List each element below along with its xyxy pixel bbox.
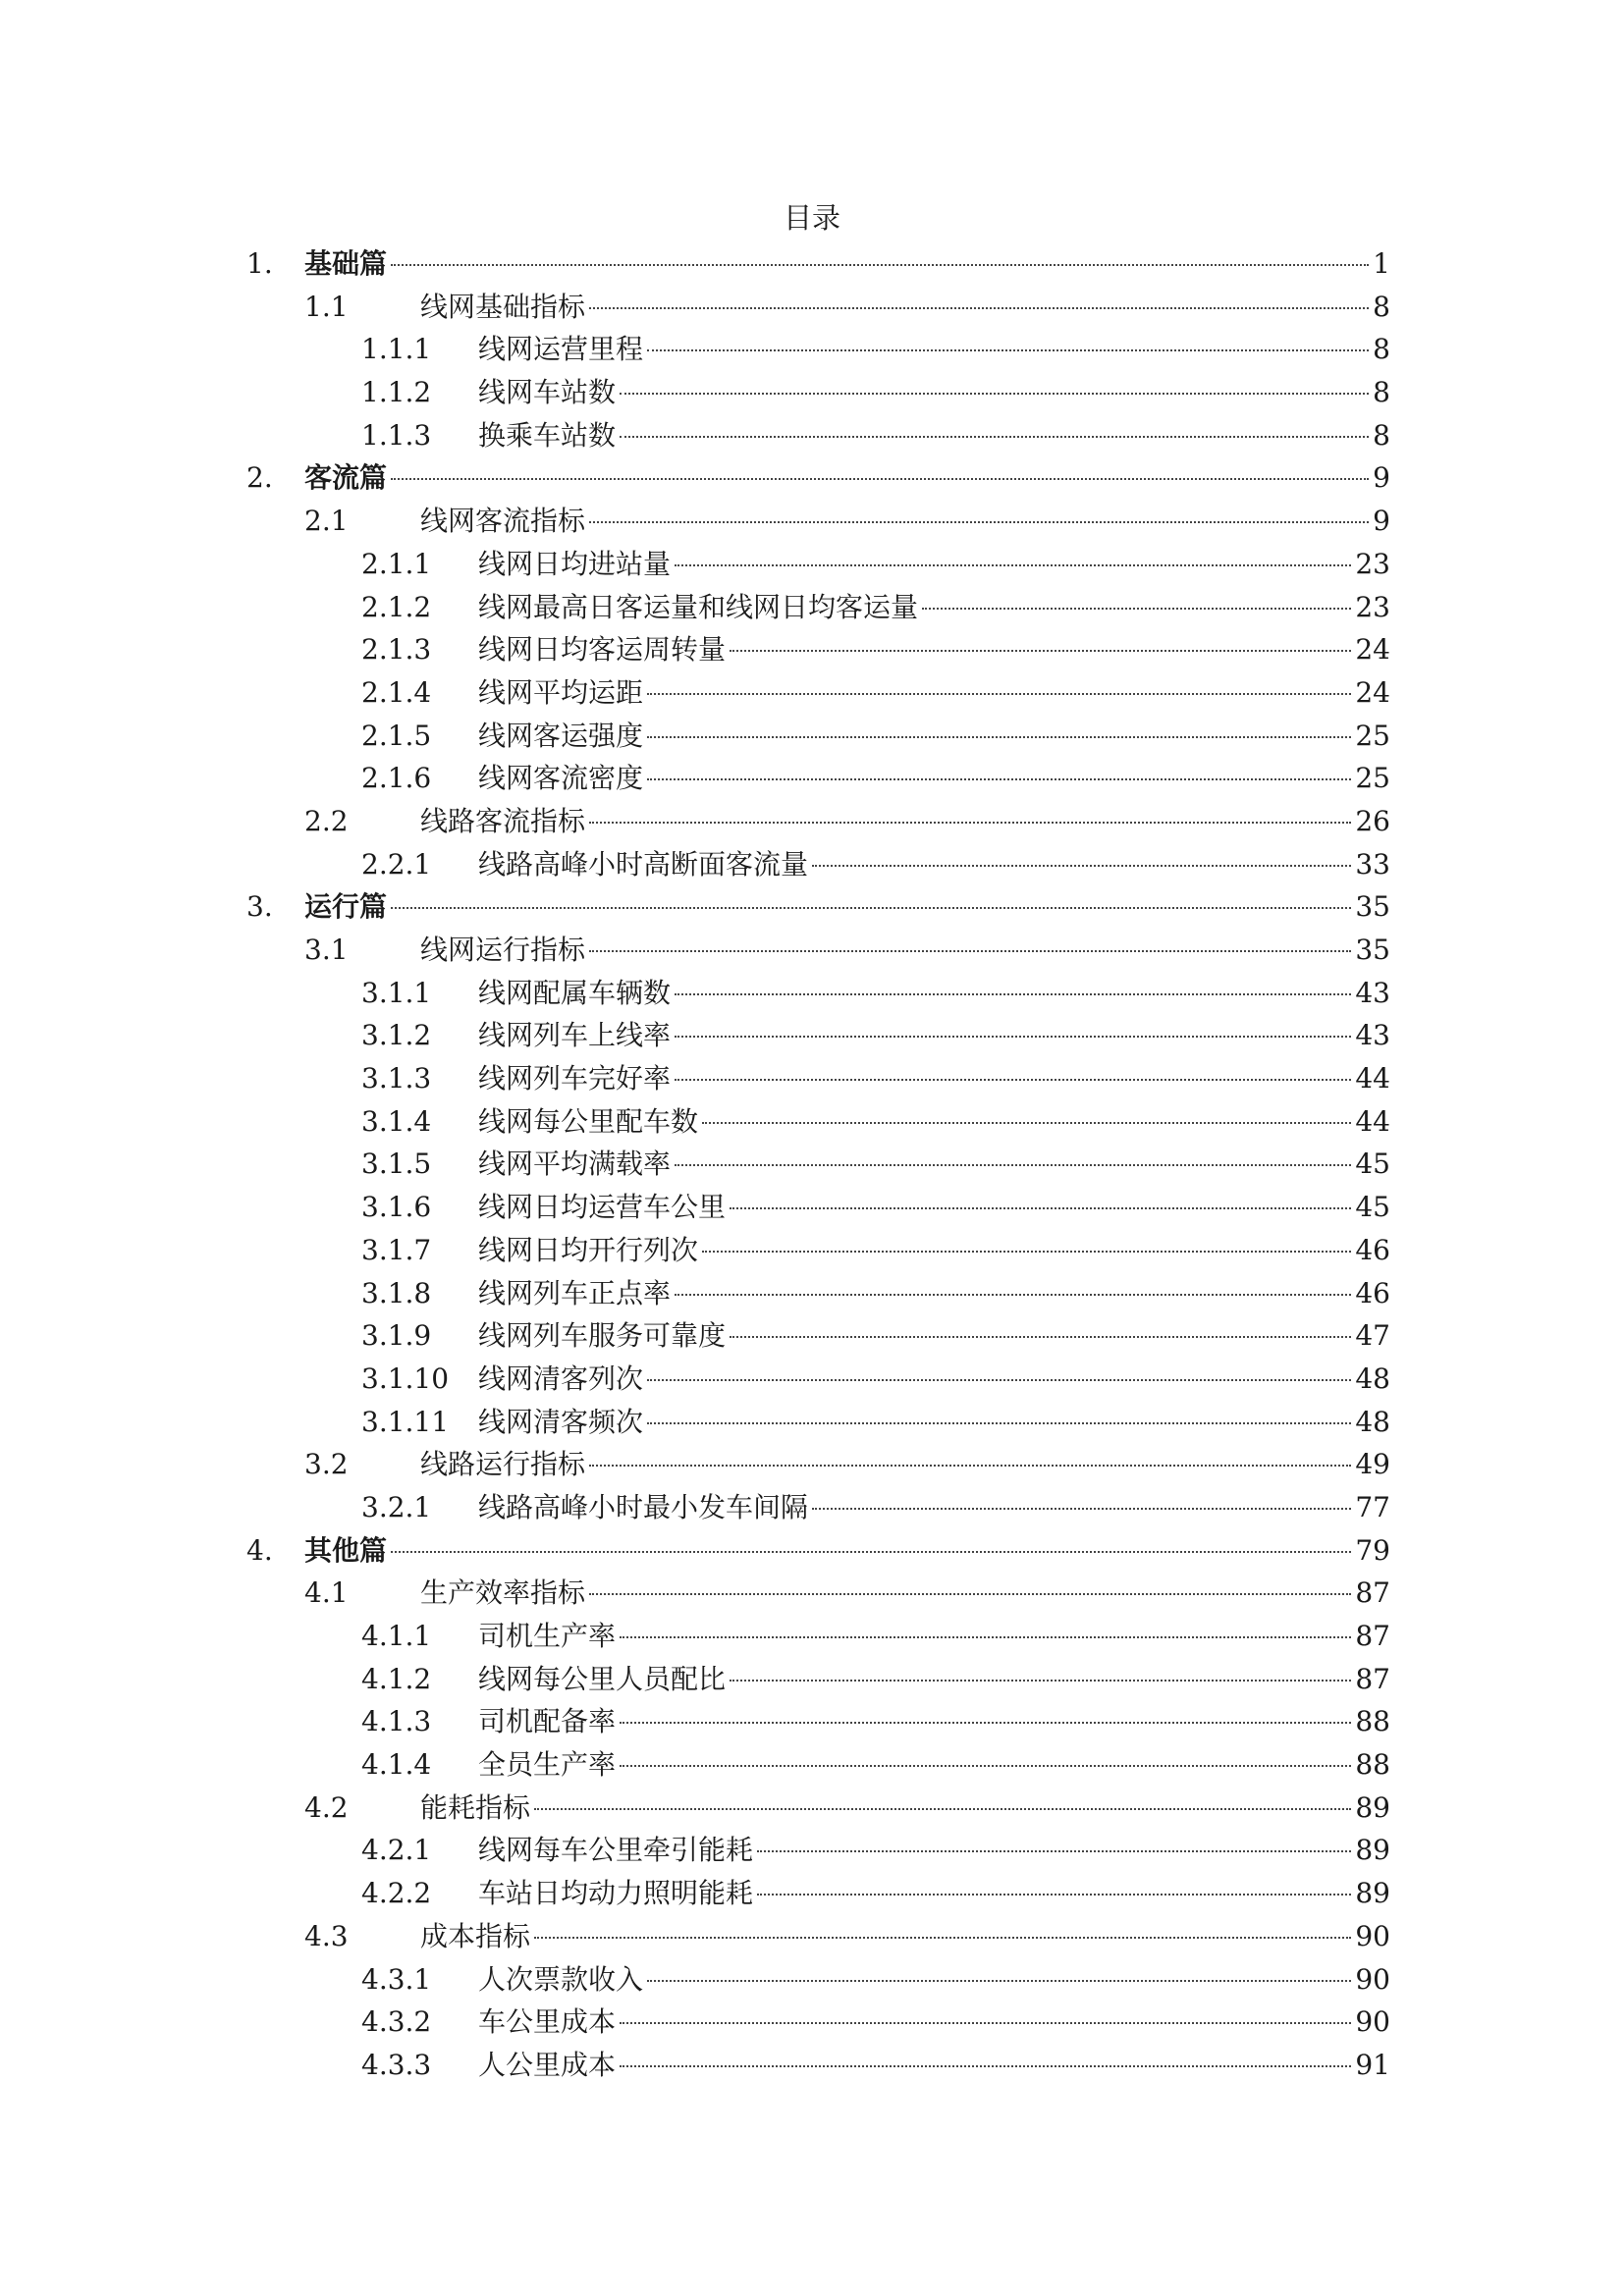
toc-entry-page-number: 47	[1355, 1319, 1390, 1353]
toc-entry-line	[478, 1143, 1390, 1186]
toc-dot-leader	[589, 306, 1369, 309]
toc-entry-number: 3.1.5	[361, 1148, 432, 1181]
toc-entry-label: 线网客流密度	[478, 762, 644, 795]
toc-entry-number: 1.	[246, 247, 273, 280]
toc-entry-page-number: 33	[1355, 847, 1390, 881]
toc-entry[interactable]	[0, 1700, 1624, 1743]
toc-entry-number: 2.1	[304, 505, 349, 538]
toc-entry[interactable]	[0, 1915, 1624, 1958]
toc-entry-label: 线网列车服务可靠度	[478, 1319, 727, 1353]
toc-entry-label: 线路高峰小时最小发车间隔	[478, 1490, 809, 1523]
toc-entry[interactable]	[0, 1787, 1624, 1830]
toc-entry[interactable]	[0, 1100, 1624, 1144]
toc-entry[interactable]	[0, 715, 1624, 758]
toc-entry-line	[478, 2044, 1390, 2087]
toc-entry-line	[478, 1872, 1390, 1915]
toc-entry-line	[478, 1401, 1390, 1444]
toc-dot-leader	[757, 1893, 1351, 1896]
toc-entry-line	[478, 414, 1390, 457]
toc-entry-label: 线网配属车辆数	[478, 976, 672, 1009]
toc-entry-line	[304, 1529, 1390, 1573]
toc-entry-page-number: 24	[1355, 675, 1390, 709]
toc-entry-label: 人公里成本	[478, 2048, 617, 2081]
toc-entry-line	[478, 586, 1390, 629]
toc-entry[interactable]	[0, 1314, 1624, 1358]
toc-entry-page-number: 23	[1355, 547, 1390, 580]
toc-entry[interactable]	[0, 328, 1624, 371]
toc-entry-number: 3.1.2	[361, 1019, 432, 1052]
toc-entry-line	[478, 671, 1390, 715]
toc-dot-leader	[391, 477, 1369, 480]
toc-entry-page-number: 88	[1355, 1705, 1390, 1738]
toc-entry-number: 4.1	[304, 1576, 349, 1610]
toc-entry-page-number: 45	[1355, 1191, 1390, 1224]
toc-entry[interactable]	[0, 1958, 1624, 2002]
toc-dot-leader	[534, 1807, 1351, 1810]
toc-entry-label: 线网日均进站量	[478, 547, 672, 580]
toc-dot-leader	[647, 1378, 1351, 1381]
toc-entry-label: 其他篇	[304, 1533, 388, 1567]
toc-entry-number: 2.1.2	[361, 590, 432, 623]
toc-dot-leader	[812, 864, 1351, 867]
toc-entry-label: 线网客流指标	[420, 505, 586, 538]
toc-entry-number: 4.1.3	[361, 1705, 432, 1738]
toc-entry-line	[420, 1572, 1390, 1615]
toc-entry-label: 线网运营里程	[478, 333, 644, 366]
toc-entry-number: 3.1	[304, 934, 349, 966]
toc-entry-label: 线网列车正点率	[478, 1276, 672, 1309]
toc-entry-line	[478, 843, 1390, 886]
toc-dot-leader	[391, 906, 1351, 909]
toc-dot-leader	[675, 1078, 1351, 1081]
toc-entry-page-number: 90	[1355, 2005, 1390, 2039]
toc-entry-page-number: 8	[1373, 376, 1390, 409]
toc-entry-label: 客流篇	[304, 461, 388, 495]
toc-entry-label: 运行篇	[304, 890, 388, 924]
toc-entry-number: 3.1.7	[361, 1233, 432, 1266]
toc-dot-leader	[391, 1550, 1351, 1553]
toc-entry-label: 线路运行指标	[420, 1448, 586, 1481]
toc-entry-number: 3.1.8	[361, 1276, 432, 1309]
toc-entry-number: 2.1.4	[361, 675, 432, 709]
toc-entry-line	[478, 972, 1390, 1015]
toc-entry-page-number: 48	[1355, 1362, 1390, 1395]
toc-dot-leader	[620, 2021, 1351, 2024]
toc-entry-page-number: 8	[1373, 290, 1390, 323]
toc-dot-leader	[675, 1163, 1351, 1166]
toc-entry-page-number: 35	[1355, 934, 1390, 966]
toc-entry[interactable]	[0, 1829, 1624, 1872]
toc-entry[interactable]	[0, 1872, 1624, 1915]
toc-dot-leader	[391, 263, 1369, 266]
toc-entry-label: 线网基础指标	[420, 290, 586, 323]
toc-entry-line	[420, 286, 1390, 329]
toc-dot-leader	[647, 1979, 1351, 1982]
toc-entry[interactable]	[0, 1743, 1624, 1787]
toc-entry-label: 线网最高日客运量和线网日均客运量	[478, 590, 919, 623]
toc-entry-line	[304, 885, 1390, 929]
toc-entry-line	[478, 1186, 1390, 1229]
toc-entry-number: 4.1.2	[361, 1662, 432, 1695]
toc-entry-number: 2.1.6	[361, 762, 432, 795]
toc-entry-page-number: 89	[1355, 1790, 1390, 1824]
toc-entry-number: 3.	[246, 890, 273, 924]
toc-entry-page-number: 23	[1355, 590, 1390, 623]
toc-entry-line	[478, 1014, 1390, 1057]
toc-entry-line	[478, 1615, 1390, 1658]
toc-entry-label: 全员生产率	[478, 1748, 617, 1782]
toc-entry[interactable]	[0, 586, 1624, 629]
toc-entry-label: 车站日均动力照明能耗	[478, 1877, 754, 1910]
toc-entry-page-number: 1	[1373, 247, 1390, 280]
toc-entry-number: 4.3.3	[361, 2048, 432, 2081]
toc-entry-page-number: 87	[1355, 1662, 1390, 1695]
toc-entry[interactable]	[0, 1615, 1624, 1658]
toc-entry-number: 3.1.3	[361, 1062, 432, 1095]
toc-entry-page-number: 89	[1355, 1834, 1390, 1867]
toc-entry-line	[420, 1443, 1390, 1486]
toc-entry-page-number: 44	[1355, 1062, 1390, 1095]
toc-entry[interactable]	[0, 1572, 1624, 1615]
toc-entry-number: 4.3.2	[361, 2005, 432, 2039]
toc-entry-label: 车公里成本	[478, 2005, 617, 2039]
toc-dot-leader	[647, 692, 1351, 695]
toc-entry[interactable]	[0, 843, 1624, 886]
toc-entry-label: 人次票款收入	[478, 1962, 644, 1996]
toc-dot-leader	[589, 949, 1351, 952]
toc-entry-number: 3.1.6	[361, 1191, 432, 1224]
toc-entry[interactable]	[0, 1658, 1624, 1701]
toc-entry-label: 线网每公里配车数	[478, 1104, 699, 1138]
toc-entry[interactable]	[0, 929, 1624, 972]
toc-entry[interactable]	[0, 1272, 1624, 1315]
toc-entry-label: 线网清客频次	[478, 1405, 644, 1438]
toc-dot-leader	[702, 1250, 1351, 1253]
toc-entry[interactable]	[0, 1486, 1624, 1529]
toc-dot-leader	[730, 649, 1351, 652]
toc-dot-leader	[675, 563, 1351, 566]
toc-entry-line	[478, 1829, 1390, 1872]
toc-entry-number: 4.2.1	[361, 1834, 432, 1867]
toc-entry-number: 2.1.3	[361, 633, 432, 667]
toc-entry-number: 4.3	[304, 1919, 349, 1952]
toc-entry-number: 4.3.1	[361, 1962, 432, 1996]
toc-entry[interactable]	[0, 1186, 1624, 1229]
toc-dot-leader	[620, 435, 1369, 438]
toc-entry[interactable]	[0, 1443, 1624, 1486]
toc-dot-leader	[702, 1121, 1351, 1124]
toc-entry-page-number: 35	[1355, 890, 1390, 924]
toc-dot-leader	[589, 1464, 1351, 1467]
toc-entry-number: 2.1.5	[361, 719, 432, 752]
toc-entry-label: 线网清客列次	[478, 1362, 644, 1395]
toc-dot-leader	[730, 1335, 1351, 1338]
toc-entry-label: 换乘车站数	[478, 418, 617, 452]
toc-entry-number: 2.	[246, 461, 273, 495]
toc-entry-page-number: 9	[1373, 505, 1390, 538]
toc-dot-leader	[812, 1507, 1351, 1510]
toc-entry-line	[304, 456, 1390, 500]
toc-entry-page-number: 44	[1355, 1104, 1390, 1138]
toc-entry-line	[478, 1100, 1390, 1144]
toc-entry-page-number: 9	[1373, 461, 1390, 495]
toc-entry-page-number: 79	[1355, 1533, 1390, 1567]
toc-entry-line	[420, 500, 1390, 543]
toc-entry[interactable]	[0, 500, 1624, 543]
toc-dot-leader	[534, 1936, 1351, 1939]
toc-dot-leader	[620, 392, 1369, 395]
toc-dot-leader	[730, 1679, 1351, 1682]
toc-entry[interactable]	[0, 800, 1624, 843]
toc-entry[interactable]	[0, 628, 1624, 671]
toc-entry-line	[478, 1658, 1390, 1701]
toc-entry-label: 基础篇	[304, 247, 388, 280]
toc-entry[interactable]	[0, 371, 1624, 414]
toc-dot-leader	[589, 520, 1369, 523]
toc-dot-leader	[589, 821, 1351, 824]
toc-entry-page-number: 8	[1373, 418, 1390, 452]
toc-entry-line	[478, 1229, 1390, 1272]
toc-entry-line	[478, 1700, 1390, 1743]
toc-entry-label: 成本指标	[420, 1919, 531, 1952]
toc-entry-page-number: 88	[1355, 1748, 1390, 1782]
toc-entry-page-number: 87	[1355, 1620, 1390, 1652]
toc-entry-label: 线网车站数	[478, 376, 617, 409]
toc-entry-page-number: 46	[1355, 1233, 1390, 1266]
toc-entry-number: 3.1.9	[361, 1319, 432, 1353]
toc-entry-label: 线网列车完好率	[478, 1062, 672, 1095]
toc-entry-page-number: 24	[1355, 633, 1390, 667]
toc-entry[interactable]	[0, 2001, 1624, 2044]
toc-entry[interactable]	[0, 1143, 1624, 1186]
toc-dot-leader	[620, 1635, 1351, 1638]
toc-entry-line	[420, 1915, 1390, 1958]
toc-entry-line	[478, 328, 1390, 371]
toc-entry-page-number: 25	[1355, 719, 1390, 752]
toc-entry[interactable]	[0, 414, 1624, 457]
toc-entry-line	[420, 929, 1390, 972]
toc-entry[interactable]	[0, 1229, 1624, 1272]
toc-entry-number: 3.2.1	[361, 1490, 432, 1523]
toc-list	[0, 242, 1624, 2087]
toc-dot-leader	[730, 1206, 1351, 1209]
toc-entry-label: 线网每车公里牵引能耗	[478, 1834, 754, 1867]
toc-dot-leader	[675, 992, 1351, 995]
toc-entry-number: 1.1	[304, 290, 349, 323]
toc-entry-page-number: 91	[1355, 2048, 1390, 2081]
toc-entry-page-number: 77	[1355, 1490, 1390, 1523]
toc-entry-label: 线网列车上线率	[478, 1019, 672, 1052]
toc-dot-leader	[647, 777, 1351, 780]
toc-entry-number: 3.1.10	[361, 1362, 450, 1395]
toc-entry[interactable]	[0, 456, 1624, 500]
toc-entry-number: 1.1.1	[361, 333, 432, 366]
toc-entry-number: 1.1.2	[361, 376, 432, 409]
toc-entry-page-number: 89	[1355, 1877, 1390, 1910]
toc-entry-label: 司机生产率	[478, 1620, 617, 1652]
toc-entry-number: 2.1.1	[361, 547, 432, 580]
toc-entry-number: 4.1.4	[361, 1748, 432, 1782]
toc-dot-leader	[647, 348, 1369, 351]
toc-entry-line	[478, 1486, 1390, 1529]
toc-entry[interactable]	[0, 885, 1624, 929]
toc-entry-line	[420, 1787, 1390, 1830]
toc-entry-line	[478, 371, 1390, 414]
toc-entry-number: 3.1.11	[361, 1405, 450, 1438]
toc-entry-number: 4.2.2	[361, 1877, 432, 1910]
toc-entry-number: 1.1.3	[361, 418, 432, 452]
toc-dot-leader	[620, 2064, 1351, 2067]
toc-entry-number: 2.2	[304, 804, 349, 837]
toc-entry-label: 线网日均开行列次	[478, 1233, 699, 1266]
toc-entry-line	[420, 800, 1390, 843]
toc-entry-line	[478, 543, 1390, 586]
toc-entry-page-number: 90	[1355, 1919, 1390, 1952]
toc-entry-line	[478, 1958, 1390, 2002]
toc-entry-label: 线网平均运距	[478, 675, 644, 709]
toc-entry[interactable]	[0, 972, 1624, 1015]
toc-entry-page-number: 8	[1373, 333, 1390, 366]
toc-entry[interactable]	[0, 242, 1624, 286]
toc-entry[interactable]	[0, 671, 1624, 715]
toc-entry-label: 线网日均运营车公里	[478, 1191, 727, 1224]
toc-entry-label: 线网运行指标	[420, 934, 586, 966]
toc-entry-label: 生产效率指标	[420, 1576, 586, 1610]
toc-entry-page-number: 48	[1355, 1405, 1390, 1438]
toc-entry[interactable]	[0, 1014, 1624, 1057]
toc-entry[interactable]	[0, 1401, 1624, 1444]
toc-entry[interactable]	[0, 2044, 1624, 2087]
toc-dot-leader	[922, 607, 1351, 610]
toc-dot-leader	[620, 1721, 1351, 1724]
toc-entry[interactable]	[0, 1529, 1624, 1573]
toc-dot-leader	[675, 1035, 1351, 1038]
toc-entry-line	[304, 242, 1390, 286]
toc-entry[interactable]	[0, 1057, 1624, 1100]
toc-entry-line	[478, 628, 1390, 671]
toc-entry-label: 线网每公里人员配比	[478, 1662, 727, 1695]
toc-entry[interactable]	[0, 543, 1624, 586]
toc-entry-label: 线网客运强度	[478, 719, 644, 752]
toc-entry-number: 4.1.1	[361, 1620, 432, 1652]
toc-entry-page-number: 90	[1355, 1962, 1390, 1996]
toc-dot-leader	[647, 735, 1351, 738]
toc-entry-page-number: 25	[1355, 762, 1390, 795]
toc-entry-page-number: 46	[1355, 1276, 1390, 1309]
toc-entry-number: 2.2.1	[361, 847, 432, 881]
toc-dot-leader	[757, 1849, 1351, 1852]
toc-entry-number: 3.1.1	[361, 976, 432, 1009]
toc-entry-number: 3.2	[304, 1448, 349, 1481]
toc-entry-label: 线网平均满载率	[478, 1148, 672, 1181]
toc-entry-line	[478, 757, 1390, 800]
toc-entry-page-number: 49	[1355, 1448, 1390, 1481]
toc-entry-number: 4.2	[304, 1790, 349, 1824]
toc-entry-line	[478, 715, 1390, 758]
toc-entry-number: 4.	[246, 1533, 273, 1567]
toc-entry-page-number: 26	[1355, 804, 1390, 837]
toc-entry-page-number: 87	[1355, 1576, 1390, 1610]
toc-dot-leader	[589, 1592, 1351, 1595]
toc-dot-leader	[675, 1293, 1351, 1296]
toc-entry-label: 线路高峰小时高断面客流量	[478, 847, 809, 881]
toc-entry-line	[478, 1057, 1390, 1100]
toc-entry-label: 线路客流指标	[420, 804, 586, 837]
toc-dot-leader	[647, 1421, 1351, 1424]
toc-entry-number: 3.1.4	[361, 1104, 432, 1138]
toc-entry-label: 司机配备率	[478, 1705, 617, 1738]
toc-entry[interactable]	[0, 1358, 1624, 1401]
toc-entry-page-number: 43	[1355, 976, 1390, 1009]
toc-dot-leader	[620, 1764, 1351, 1767]
toc-title: 目录	[783, 201, 840, 235]
toc-entry-label: 线网日均客运周转量	[478, 633, 727, 667]
toc-entry[interactable]	[0, 286, 1624, 329]
toc-entry-page-number: 45	[1355, 1148, 1390, 1181]
toc-entry-line	[478, 2001, 1390, 2044]
toc-entry-line	[478, 1272, 1390, 1315]
toc-entry-page-number: 43	[1355, 1019, 1390, 1052]
toc-entry[interactable]	[0, 757, 1624, 800]
toc-entry-line	[478, 1743, 1390, 1787]
toc-entry-line	[478, 1358, 1390, 1401]
toc-entry-label: 能耗指标	[420, 1790, 531, 1824]
toc-entry-line	[478, 1314, 1390, 1358]
